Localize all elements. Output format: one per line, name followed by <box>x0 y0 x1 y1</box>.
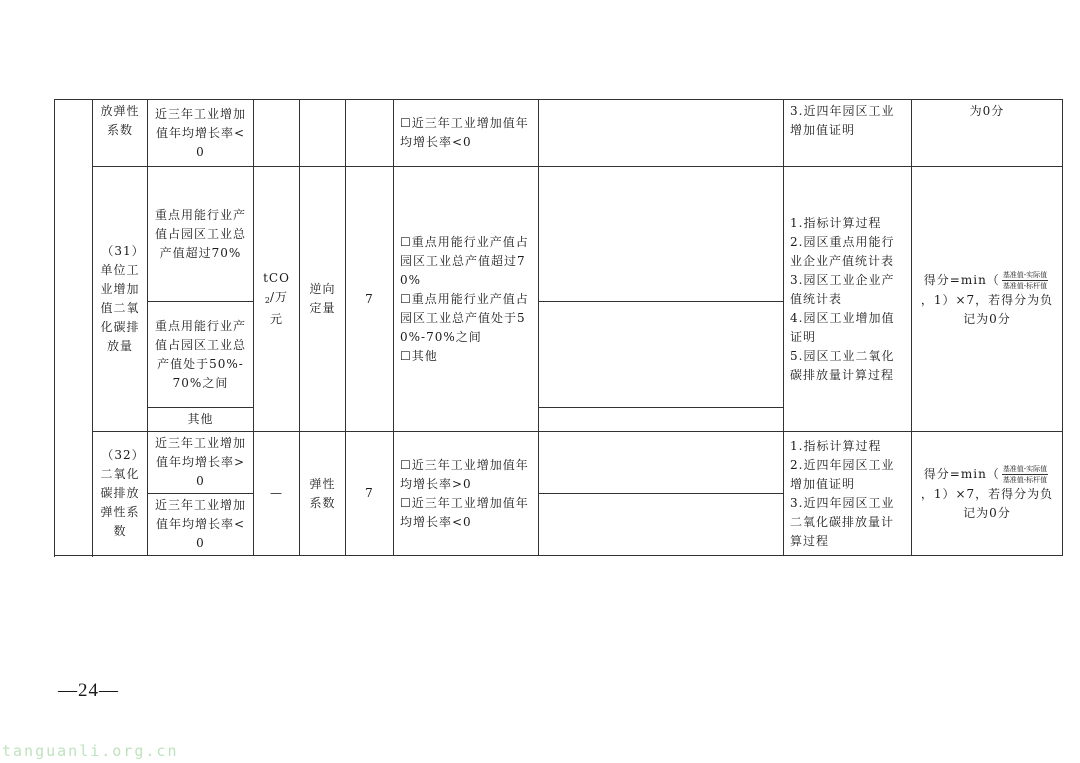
fraction-denominator: 基准值-标杆值 <box>1002 281 1048 290</box>
material-text: 3.近四年园区工业增加值证明 <box>784 100 912 167</box>
indicator-name: 放弹性系数 <box>93 100 148 167</box>
table-row <box>55 100 1063 167</box>
option-text: ☐重点用能行业产值占园区工业总产值超过70% <box>400 234 529 287</box>
material-text: 3.近四年园区工业二氧化碳排放量计算过程 <box>790 495 895 548</box>
material-list <box>784 432 912 556</box>
score-formula-prefix: 得分=min（ <box>923 467 1000 481</box>
score-rule <box>912 432 1063 556</box>
fraction-denominator: 基准值-标杆值 <box>1002 476 1048 484</box>
indicator-table <box>54 99 1063 556</box>
condition-text: 近三年工业增加值年均增长率>0 <box>148 432 254 494</box>
fill-cell <box>539 494 784 556</box>
category-cell <box>55 100 93 556</box>
condition-text: 重点用能行业产值占园区工业总产值超过70% <box>148 167 254 302</box>
unit-text: tCO <box>263 271 290 285</box>
material-list <box>784 167 912 432</box>
score-formula-suffix: ，1）×7，若得分为负记为0分 <box>920 292 1054 326</box>
fill-cell <box>539 302 784 408</box>
fill-cell <box>539 100 784 167</box>
condition-text: 重点用能行业产值占园区工业总产值处于50%-70%之间 <box>148 302 254 408</box>
indicator-name: （32）二氧化碳排放弹性系数 <box>93 432 148 556</box>
option-list <box>394 167 539 432</box>
material-text: 4.园区工业增加值证明 <box>790 310 895 344</box>
fraction-numerator: 基准值-实际值 <box>1002 270 1048 279</box>
watermark: tanguanli.org.cn <box>2 742 179 760</box>
material-text: 3.园区工业企业产值统计表 <box>790 272 895 306</box>
fill-cell <box>539 432 784 494</box>
material-text: 2.园区重点用能行业企业产值统计表 <box>790 234 895 268</box>
fill-cell <box>539 408 784 432</box>
weight-cell <box>346 100 394 167</box>
unit-text: /万元 <box>269 290 289 326</box>
score-fraction <box>1002 270 1048 291</box>
option-text: ☐近三年工业增加值年均增长率<0 <box>400 495 529 529</box>
score-fraction <box>1002 464 1048 485</box>
unit-cell: — <box>254 432 300 556</box>
weight-cell: 7 <box>346 167 394 432</box>
score-rule: 为0分 <box>912 100 1063 167</box>
unit-cell <box>254 100 300 167</box>
option-text: ☐近三年工业增加值年均增长率<0 <box>394 100 539 167</box>
weight-cell: 7 <box>346 432 394 556</box>
material-text: 1.指标计算过程 <box>790 438 882 453</box>
unit-subscript: 2 <box>264 296 271 305</box>
condition-text: 其他 <box>148 408 254 432</box>
unit-cell <box>254 167 300 432</box>
table-row <box>55 432 1063 494</box>
condition-text: 近三年工业增加值年均增长率<0 <box>148 100 254 167</box>
fraction-numerator: 基准值-实际值 <box>1002 465 1048 473</box>
fill-cell <box>539 167 784 302</box>
option-text: ☐重点用能行业产值占园区工业总产值处于50%-70%之间 <box>400 291 529 344</box>
option-list <box>394 432 539 556</box>
type-cell: 弹性系数 <box>300 432 346 556</box>
page-number: —24— <box>58 680 119 701</box>
material-text: 5.园区工业二氧化碳排放量计算过程 <box>790 348 895 382</box>
type-cell: 逆向定量 <box>300 167 346 432</box>
score-formula-prefix: 得分=min（ <box>923 272 1000 287</box>
option-text: ☐其他 <box>400 348 438 363</box>
score-formula-suffix: ，1）×7，若得分为负记为0分 <box>920 487 1054 520</box>
table-row <box>55 167 1063 302</box>
indicator-name: （31）单位工业增加值二氧化碳排放量 <box>93 167 148 432</box>
condition-text: 近三年工业增加值年均增长率<0 <box>148 494 254 556</box>
type-cell <box>300 100 346 167</box>
option-text: ☐近三年工业增加值年均增长率>0 <box>400 457 529 491</box>
material-text: 1.指标计算过程 <box>790 215 882 230</box>
score-rule <box>912 167 1063 432</box>
material-text: 2.近四年园区工业增加值证明 <box>790 457 895 491</box>
